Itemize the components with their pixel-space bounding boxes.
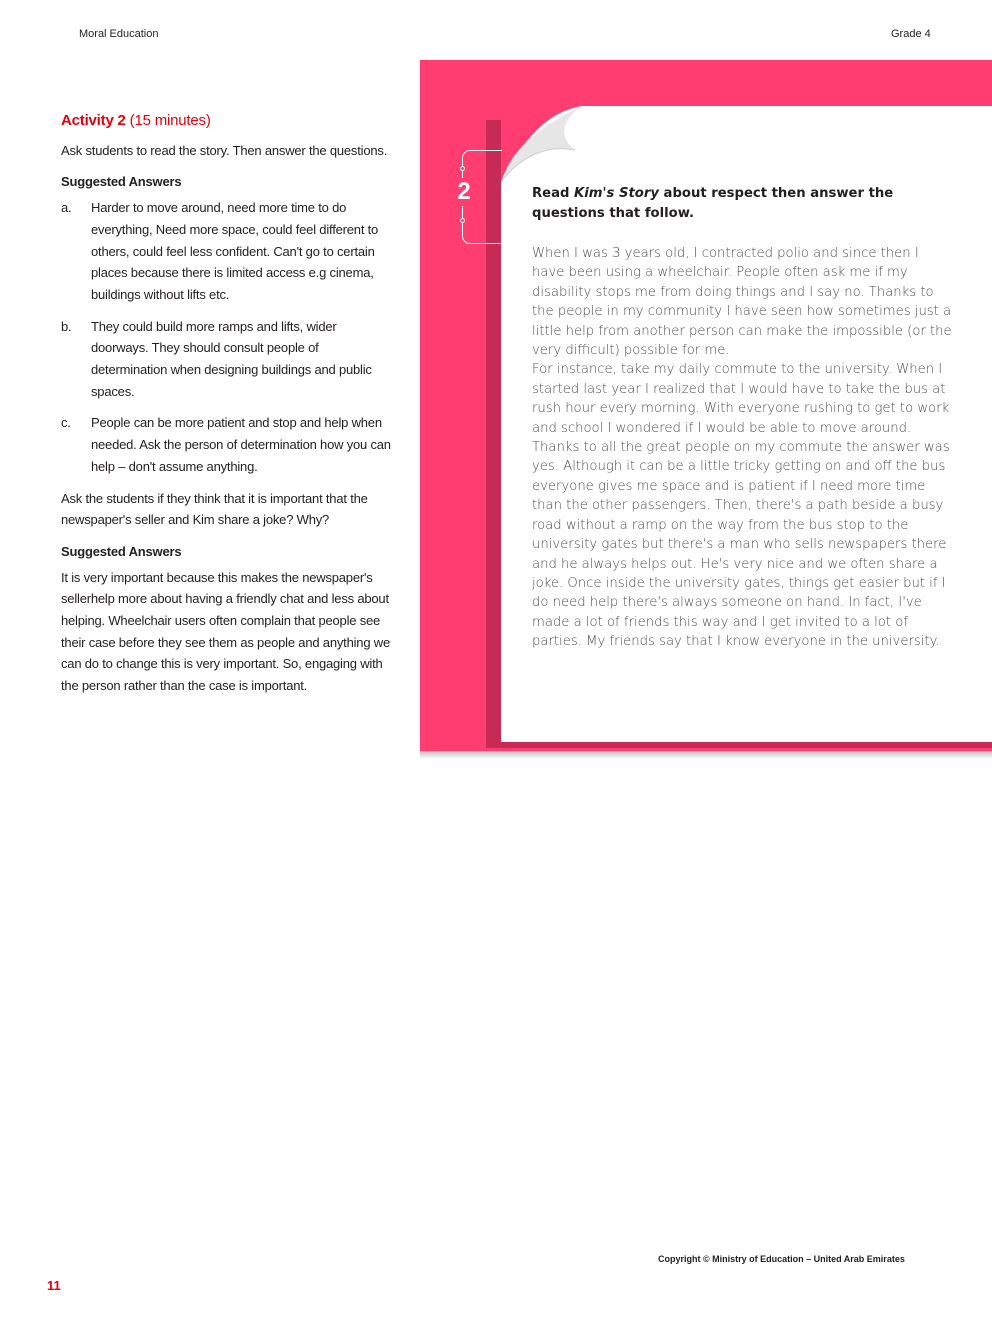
activity-number: 2 [452,178,476,206]
suggested-answers-heading-2: Suggested Answers [61,543,182,559]
grade-header: Grade 4 [891,28,931,40]
page-number: 11 [47,1278,61,1293]
answer-text: People can be more patient and stop and help when needed. Ask the person of determination how you can help – don't assume anything. [91,415,391,474]
answer-letter: b. [61,318,72,334]
story-question [532,184,952,224]
bracket-dot [460,218,465,223]
activity-intro: Ask students to read the story. Then answer the questions. [61,142,388,158]
discussion-answer: It is very important because this makes the newspaper's sellerhelp more about having a friendly chat and less about helping. Wheelchair users often complain that people see their case before they see them as people and anything we can do to change this is very important. So, engaging with the person rather than the case is important. [61,569,390,694]
discussion-question: Ask the students if they think that it is important that the newspaper's seller and Kim share a joke? Why? [61,490,368,528]
subject-header: Moral Education [79,28,159,40]
panel-shadow [420,751,992,759]
teacher-notes [61,110,391,707]
story-paragraph: When I was 3 years old, I contracted polio and since then I have been using a wheelchair. People often ask me if my disability stops me from doing things and I say no. Thanks to the people in my community I have seen how sometimes just a little help from another person can make the impossible (or the very difficult) possible for me. [532,246,952,359]
page-curl-icon [501,106,581,186]
activity-title [61,110,391,132]
answer-letter: a. [61,200,72,216]
copyright-notice: Copyright © Ministry of Education – United Arab Emirates [658,1254,905,1264]
answer-letter: c. [61,415,71,431]
story-title: Kim's Story [574,186,659,201]
story-paragraph: For instance, take my daily commute to the university. When I started last year I realized that I would have to take the bus at rush hour every morning. With everyone rushing to get to work and school I wondered if I would be able to move around. [532,362,950,436]
activity-label: Activity 2 [61,112,126,129]
answer-item [61,197,391,306]
question-post: about respect then answer the questions that follow. [532,186,894,221]
story-text [532,244,952,652]
answer-item [61,316,391,403]
answer-item [61,412,391,477]
suggested-answers-heading: Suggested Answers [61,174,182,190]
question-pre: Read [532,186,575,201]
story-paragraph: Thanks to all the great people on my commute the answer was yes. Although it can be a little tricky getting on and off the bus everyone gives me space and is patient if I need more time than the other passengers. Then, there's a path beside a busy road without a ramp on the way from the bus stop to the university gates but there's a man who sells newspapers there and he always helps out. He's very nice and we often share a joke. Once inside the university gates, things get easier but if I do need help there's always someone on hand. In fact, I've made a lot of friends this way and I get invited to a lot of parties. My friends say that I know everyone in the university. [532,440,950,650]
answer-text: Harder to move around, need more time to do everything, Need more space, could feel different to others, could feel less confident. Can't go to certain places because there is limited access e.g cinema, buildings without lifts etc. [91,200,379,302]
activity-duration: (15 minutes) [125,112,211,129]
answer-text: They could build more ramps and lifts, wider doorways. They should consult people of determination when designing buildings and public spaces. [91,318,372,399]
bracket-dot [460,166,465,171]
